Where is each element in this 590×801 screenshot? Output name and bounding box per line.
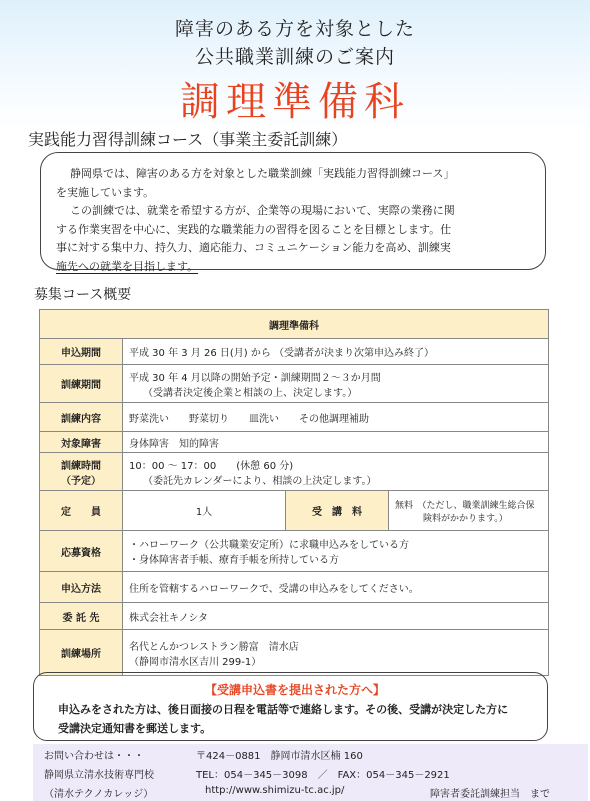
row-value [123,531,549,572]
row-value [123,365,549,403]
row-value [123,453,549,491]
intro-p2c: 事に対する集中力、持久力、適応能力、コミュニケーション能力を高め、訓練実 [56,241,451,254]
row-value: 身体障害 知的障害 [123,432,549,453]
footer-tel-fax: TEL：054－345－3098 ／ FAX：054－345－2921 [196,770,450,781]
fee-label: 受 講 料 [286,491,389,531]
course-table [39,309,549,676]
row-value [123,630,549,676]
row-value: 野菜洗い 野菜切り 皿洗い その他調理補助 [123,403,549,432]
row-value-line: 平成 30 年 4 月以降の開始予定・訓練期間２～３か月間 [129,372,381,384]
section-title: 募集コース概要 [34,287,132,303]
row-label: 委 託 先 [40,603,123,630]
page-title: 調理準備科 [180,79,410,125]
row-label: 訓練内容 [40,403,123,432]
intro-p2a: この訓練では、就業を希望する方が、企業等の現場において、実際の業務に関 [70,204,455,217]
row-label-line: 訓練時間 [61,460,101,472]
footer-person: 障害者委託訓練担当 まで [430,789,550,800]
capacity-value: 1人 [123,491,286,531]
intro-p1b: を実施しています。 [56,185,155,199]
fee-value-line: 険料がかかります。） [423,513,508,524]
row-value: 住所を管轄するハローワークで、受講の申込みをしてください。 [123,572,549,603]
header-line2: 公共職業訓練のご案内 [194,46,395,68]
header-line1: 障害のある方を対象とした [174,18,415,40]
intro-p2d: 施先への就業を目指します。 [56,259,199,273]
footer-url[interactable]: http://www.shimizu-tc.ac.jp/ [205,785,345,796]
row-label-line: （予定） [61,475,101,487]
notice-body [58,700,538,738]
row-value-line: 10：00 ～ 17：00 (休憩 60 分) [129,460,294,472]
footer-nickname: （清水テクノカレッジ） [44,789,154,800]
row-label: 申込期間 [40,339,123,365]
footer-inquiry: お問い合わせは・・・ [44,751,144,762]
row-value-line: ・身体障害者手帳、療育手帳を所持している方 [129,555,339,566]
notice-line: 申込みをされた方は、後日面接の日程を電話等で連絡します。その後、受講が決定した方に [58,703,509,716]
row-value-line: ・ハローワーク（公共職業安定所）に求職申込みをしている方 [129,540,409,551]
row-label: 対象障害 [40,432,123,453]
intro-p1a: 静岡県では、障害のある方を対象とした職業訓練「実践能力習得訓練コース」 [70,167,455,180]
row-label: 定 員 [40,491,123,531]
row-label [40,453,123,491]
table-header: 調理準備科 [40,310,549,339]
header-banner [0,0,590,128]
row-label: 申込方法 [40,572,123,603]
footer-address: 〒424－0881 静岡市清水区楠 160 [196,751,363,762]
course-title: 実践能力習得訓練コース（事業主委託訓練） [28,130,348,149]
row-value-line: （静岡市清水区吉川 299-1） [129,656,262,668]
notice-title: 【受講申込書を提出された方へ】 [204,683,385,697]
footer-org: 静岡県立清水技術専門校 [44,770,154,781]
row-label: 応募資格 [40,531,123,572]
intro-p2b: する作業実習を中心に、実践的な職業能力の習得を図ることを目標とします。仕 [56,222,452,236]
intro-text [56,165,532,276]
row-value-line: 名代とんかつレストラン勝富 清水店 [129,641,299,653]
row-value: 平成 30 年 3 月 26 日(月) から （受講者が決まり次第申込み終了） [123,339,549,365]
fee-value-line: 無料 （ただし、職業訓練生総合保 [395,500,535,511]
row-label: 訓練場所 [40,630,123,676]
fee-value [389,491,549,531]
row-value-line: （委託先カレンダーにより、相談の上決定します。） [143,475,377,487]
row-value-line: （受講者決定後企業と相談の上、決定します。） [143,387,358,399]
notice-line: 受講決定通知書を郵送します。 [58,722,212,735]
row-label: 訓練期間 [40,365,123,403]
row-value: 株式会社キノシタ [123,603,549,630]
